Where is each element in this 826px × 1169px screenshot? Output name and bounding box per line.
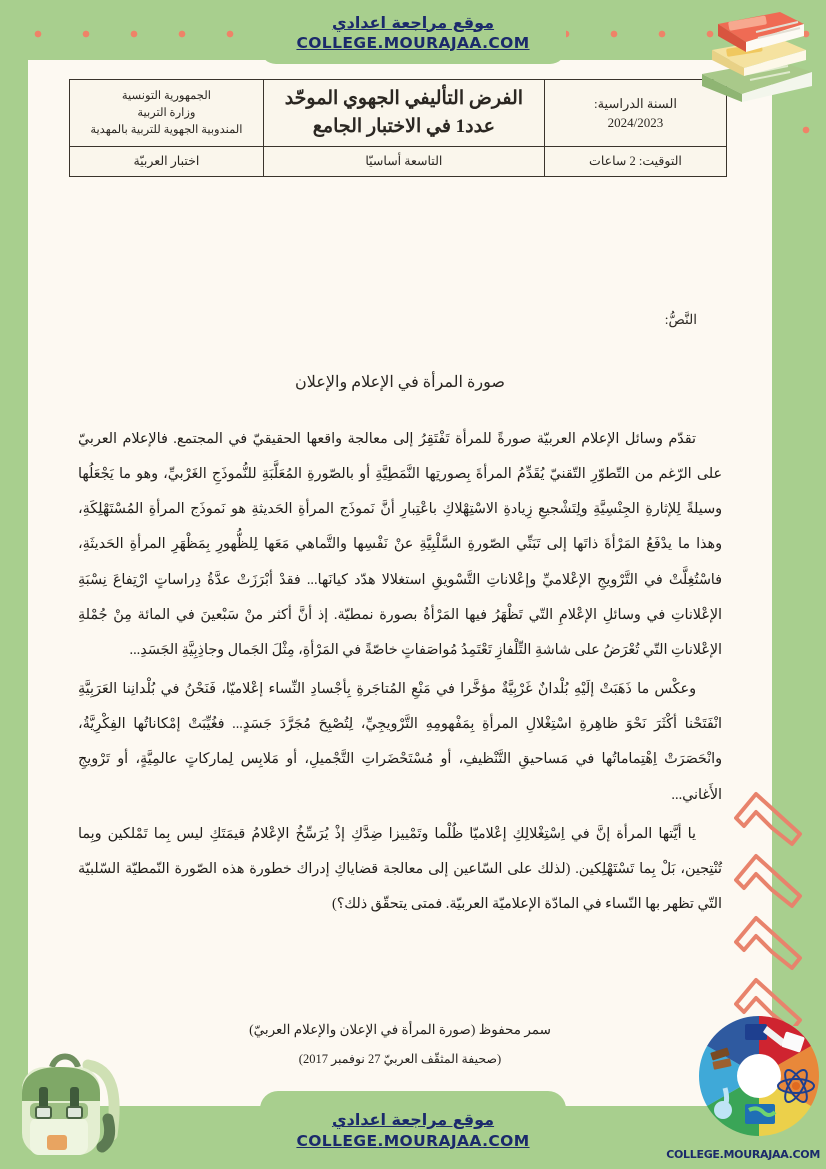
education-wheel-icon — [696, 1013, 822, 1139]
passage-title: صورة المرأة في الإعلام والإعلان — [295, 374, 505, 391]
document-content — [28, 60, 772, 1106]
brand-name-arabic-footer: موقع مراجعة اعدادي — [331, 1110, 495, 1129]
paragraph-1: تقدّم وسائل الإعلام العربيّة صورةً للمرأة تَفْتَقِرُ إلى معالجة واقعها الحقيقيّ في المجتمع. فالإعلام العربيّ على الرّغم من التّطوّرِ التّقنيّ يُقَدِّمُ المرأةَ بِصورتِها النَّمَطِيَّةِ أو بالصّورةِ المُعَلَّبَةِ للنُّموذَجِ الغَرْبيِّ، وهو ما يَجْعَلُها وسيلةً لِلإثارةِ الجِنْسِيَّةِ ولِتَشْجيعِ زِيادةِ الاسْتِهْلاكِ باعْتِبارِ أنَّ نَموذَج المرأةِ الحَديثةِ هو نَموذَج المرأةِ المُسْتَهْلِكَةِ، وهذا ما يدْفَعُ المَرْأةَ ذاتَها إلى تَبَنِّي الصّورةِ السَّلْبِيَّةِ عنْ نَفْسِها والتَّماهي مَعَها لِلظُّهورِ بِمَظْهَرِ المرأةِ الحَديثَةِ، فاسْتُغِلَّتْ في التَّرْويجِ الإعْلاميِّ وإعْلاناتِ التَّسْويقِ استغلالا هدّد كيانَها... فقدْ أبْرَزَتْ عدَّةُ دِراساتٍ ارْتِفاعَ نِسْبَةِ الإعْلاناتِ في وسائلِ الإعْلامِ التّي تَظْهَرُ فيها المَرْأةُ بصورة نمطيّة. إذ أنَّ أكثر منْ سَبْعينَ في المائة مِنْ جُمْلةِ الإعْلاناتِ التّي تُعْرَضُ على شاشةِ التِّلْفازِ تَعْتَمِدُ مُواصَفاتٍ خاصّةً في المَرْأةِ، مِثْلَ الجَمال وجاذِبِيَّةِ الجَسَدِ... — [78, 431, 722, 658]
school-year-label: السنة الدراسية: — [593, 95, 677, 111]
document-sheet — [28, 60, 772, 1106]
cell-exam-title — [263, 80, 544, 147]
backpack-icon — [12, 1043, 138, 1165]
authority-line-1: الجمهورية التونسية — [121, 89, 211, 102]
cell-duration: التوقيت: 2 ساعات — [544, 147, 726, 177]
footer-brand-banner — [260, 1091, 566, 1169]
table-row — [70, 147, 727, 177]
authority-line-3: المندوبية الجهوية للتربية بالمهدية — [90, 123, 243, 136]
exam-title-line-2: عدد1 في الاختبار الجامع — [312, 116, 495, 138]
cell-subject: اختبار العربيّة — [70, 147, 264, 177]
table-row — [70, 80, 727, 147]
cell-level: التاسعة أساسيّا — [263, 147, 544, 177]
watermark-text: COLLEGE.MOURAJAA.COM — [666, 1148, 820, 1161]
brand-url-bottom[interactable]: COLLEGE.MOURAJAA.COM — [296, 1132, 530, 1150]
exam-header-table — [69, 79, 727, 177]
authority-line-2: وزارة التربية — [137, 106, 196, 119]
stack-of-books-icon — [690, 2, 820, 110]
author-line: سمر محفوظ (صورة المرأة في الإعلان والإعلام العربيّ) — [249, 1022, 551, 1037]
school-year-value: 2024/2023 — [607, 115, 664, 131]
header-brand-banner — [260, 0, 566, 64]
cell-authority — [70, 80, 264, 147]
exam-title-line-1: الفرض التأليفي الجهوي الموحّد — [284, 88, 524, 109]
text-section-label: النَّصُّ: — [664, 312, 697, 327]
brand-url-top[interactable]: COLLEGE.MOURAJAA.COM — [296, 33, 530, 52]
paragraph-2: وعكْس ما ذَهَبَتْ إلَيْهِ بُلْدانٌ غَرْبِيَّةٌ مؤخَّرا في مَنْعِ المُتاجَرةِ بِأجْسادِ النِّساء إعْلاميّا، فَنَحْنُ في بُلْدانِنا العَرَبِيَّةِ انْفَتَحْنا أكْثَرَ نَحْوَ ظاهِرةِ اسْتِغْلالِ المرأةِ بِمَفْهومِهِ التَّرْويجِيِّ، لِتُصْبِحَ مُجَرَّدَ جَسَدٍ... فغُيِّبَتْ إمْكاناتُها الفِكْرِيَّةُ، وانْحَصَرَتْ اِهْتِماماتُها في مَساحيقِ التَّنْظيفِ، أو مُسْتَحْضَراتِ التَّجْميلِ، أو مَلابِس لِماركاتٍ عالمِيَّةٍ، أو تَرْويجِ الأَغاني... — [78, 681, 722, 803]
source-line: (صحيفة المثقّف العربيّ 27 نوفمبر 2017) — [298, 1052, 502, 1066]
passage-body — [78, 422, 722, 926]
passage-attribution — [28, 1022, 772, 1067]
brand-name-arabic: موقع مراجعة اعدادي — [331, 12, 495, 32]
paragraph-3: يا أيَّتها المرأة إنَّ في اِسْتِغْلالِكِ إعْلاميّا ظُلْما وتَمْييزا ضِدَّكِ إذْ يُرَسِّخُ الإعْلامُ قيمَتَكِ ليس بِما تَمْلكين وبِما تُنْتِجين، بَلْ بِما تَسْتَهْلِكين. (لذلك على السّاعين إلى معالجة قضاياكِ إدراك خطورة هذه الصّورة النّمطيّة السّلبيّة التّي تظهر بها النّساء في المادّة الإعلاميّة العربيّة. فمتى يتحقّق ذلك؟) — [78, 825, 722, 913]
